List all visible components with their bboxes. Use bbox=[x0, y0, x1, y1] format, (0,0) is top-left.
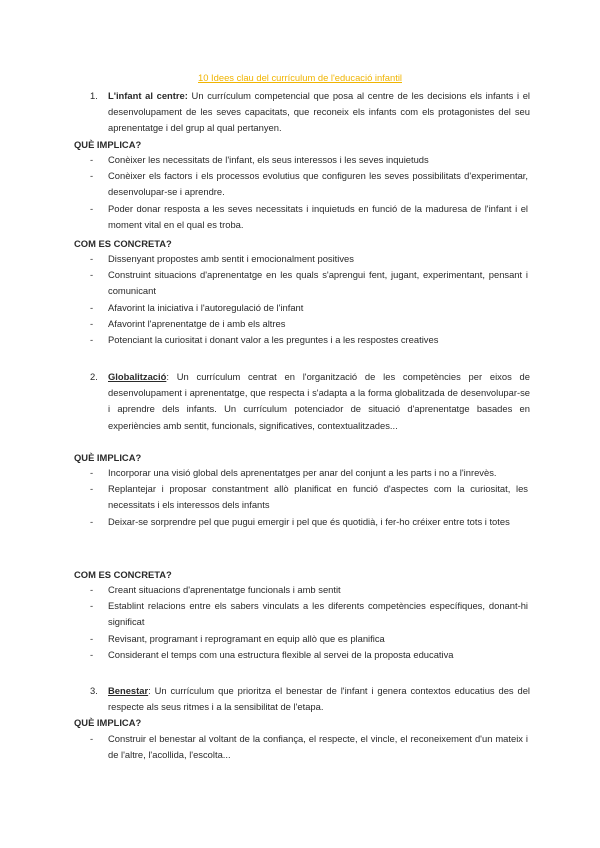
section-lead: L'infant al centre: bbox=[108, 90, 188, 101]
list-item: - Afavorint la iniciativa i l'autoregulació de l'infant bbox=[90, 301, 304, 313]
list-item: - Creant situacions d'aprenentatge funcionals i amb sentit bbox=[90, 584, 341, 595]
section-text: : Un currículum que prioritza el benestar de l'infant i genera contextos educatius des del respecte als seus ritmes i a la sensibilitat de l'etapa. bbox=[108, 685, 530, 713]
implica-list bbox=[90, 152, 528, 233]
section-number: 1. bbox=[90, 90, 98, 101]
section-number: 2. bbox=[90, 371, 98, 382]
section-text: : Un currículum centrat en l'organització de les competències per eixos de desenvolupament i aprenentatge, que respecta i s'adapta a la forma globalitzada de desenvolupar-se i aprendre dels infants. Un currículum potenciador de situació d'aprenentatge basades en experiències amb sentit, funcionals, significatives, contextualitzades... bbox=[108, 371, 530, 431]
implica-heading: QUÈ IMPLICA? bbox=[74, 717, 142, 728]
concreta-heading: COM ES CONCRETA? bbox=[74, 238, 172, 249]
list-item: - Replantejar i proposar constantment allò planificat en funció d'aspectes com la curiositat, les necessitats i els interessos dels infants bbox=[90, 483, 528, 511]
section-2 bbox=[90, 369, 530, 434]
section-1 bbox=[90, 88, 530, 137]
list-item: - Establint relacions entre els sabers vinculats a les diferents competències específiques, donant-hi significat bbox=[90, 600, 528, 628]
list-item: - Dissenyant propostes amb sentit i emocionalment positives bbox=[90, 253, 354, 264]
list-item: - Conèixer els factors i els processos evolutius que configuren les seves possibilitats d'experimentar, desenvolupar-se i aprendre. bbox=[90, 170, 528, 198]
implica-list bbox=[90, 731, 528, 763]
list-item: - Deixar-se sorprendre pel que pugui emergir i pel que és quotidià, i fer-ho créixer entre tots i totes bbox=[90, 515, 510, 527]
concreta-list bbox=[90, 251, 528, 348]
list-item: - Afavorint l'aprenentatge de i amb els altres bbox=[90, 317, 286, 329]
list-item: - Incorporar una visió global dels aprenentatges per anar del conjunt a les parts i no a l'inrevès. bbox=[90, 467, 497, 478]
list-item: - Considerant el temps com una estructura flexible al servei de la proposta educativa bbox=[90, 648, 454, 660]
list-item: - Construint situacions d'aprenentatge en les quals s'aprengui fent, jugant, experimentant, pensant i comunicant bbox=[90, 269, 528, 297]
implica-heading: QUÈ IMPLICA? bbox=[74, 452, 142, 463]
concreta-heading: COM ES CONCRETA? bbox=[74, 569, 172, 580]
section-text: Un currículum competencial que posa al centre de les decisions els infants i el desenvolupament de les seves capacitats, que reconeix els infants com els protagonistes del seu aprenentatge i del grup al qual pertanyen. bbox=[108, 90, 530, 134]
list-item: - Poder donar resposta a les seves necessitats i inquietuds en funció de la maduresa de l'infant i el moment vital en el qual es troba. bbox=[90, 202, 528, 230]
section-lead: Benestar bbox=[108, 685, 149, 696]
implica-heading: QUÈ IMPLICA? bbox=[74, 139, 142, 150]
list-item: - Potenciant la curiositat i donant valor a les preguntes i a les respostes creatives bbox=[90, 334, 439, 346]
concreta-list bbox=[90, 582, 528, 663]
section-lead: Globalització bbox=[108, 371, 167, 382]
list-item: - Conèixer les necessitats de l'infant, els seus interessos i les seves inquietuds bbox=[90, 154, 429, 165]
document-title: 10 Idees clau del currículum de l'educació infantil bbox=[198, 72, 402, 83]
section-number: 3. bbox=[90, 685, 98, 696]
implica-list bbox=[90, 465, 528, 530]
list-item: - Revisant, programant i reprogramant en equip allò que es planifica bbox=[90, 632, 385, 644]
section-3 bbox=[90, 683, 530, 715]
list-item: - Construir el benestar al voltant de la confiança, el respecte, el vincle, el reconeixement d'un mateix i de l'altre, l'acollida, l'escolta... bbox=[90, 733, 528, 761]
